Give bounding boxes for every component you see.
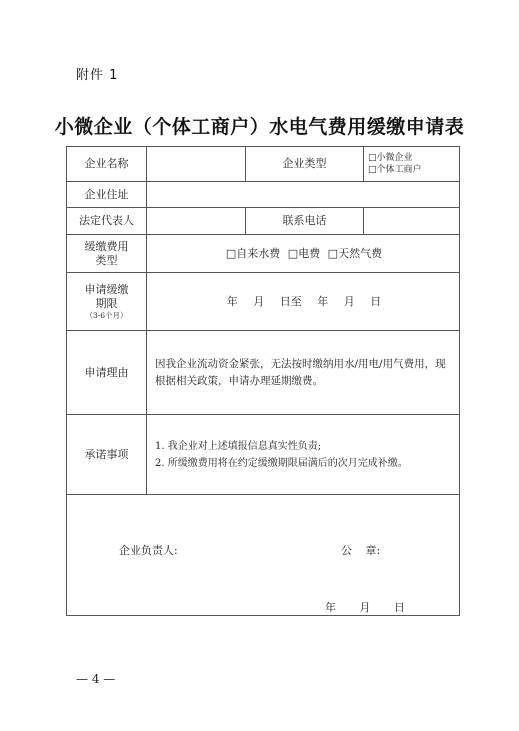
company-type-label: 企业类型 bbox=[245, 147, 363, 181]
row-commitment bbox=[67, 415, 459, 495]
commitment-item: 1. 我企业对上述填报信息真实性负责; bbox=[155, 440, 322, 452]
page-number: — 4 — bbox=[76, 672, 116, 686]
row-period bbox=[67, 273, 459, 331]
row-legal-rep bbox=[67, 208, 459, 235]
row-company-name bbox=[67, 147, 459, 182]
fee-type-label: 缓缴费用 类型 bbox=[84, 239, 129, 267]
row-address bbox=[67, 182, 459, 208]
period-note: （3-6个月） bbox=[85, 310, 128, 320]
application-form bbox=[66, 146, 460, 616]
seal-label: 公 章: bbox=[341, 544, 381, 557]
date-label: 年 月 日 bbox=[325, 601, 405, 614]
row-signature bbox=[67, 495, 459, 617]
company-name-label: 企业名称 bbox=[84, 157, 129, 170]
page-title: 小微企业（个体工商户）水电气费用缓缴申请表 bbox=[54, 116, 465, 138]
responsible-label: 企业负责人: bbox=[119, 544, 178, 557]
legal-rep-label: 法定代表人 bbox=[79, 214, 134, 227]
phone-label: 联系电话 bbox=[245, 208, 363, 234]
option-individual[interactable]: □个体工商户 bbox=[368, 165, 422, 175]
company-name-field[interactable] bbox=[146, 147, 245, 181]
period-label: 申请缓缴 期限 （3-6个月） bbox=[84, 282, 129, 320]
attachment-label: 附件 1 bbox=[76, 68, 119, 83]
commitment-label: 承诺事项 bbox=[84, 447, 129, 461]
fee-type-options[interactable]: □自来水费 □电费 □天然气费 bbox=[146, 235, 461, 272]
reason-text: 因我企业流动资金紧张，无法按时缴纳用水/用电/用气费用，现根据相关政策，申请办理延期缴费。 bbox=[146, 331, 461, 414]
company-type-options[interactable] bbox=[363, 147, 461, 181]
commitment-item: 2. 所缓缴费用将在约定缓缴期限届满后的次月完成补缴。 bbox=[155, 457, 408, 469]
phone-field[interactable] bbox=[363, 208, 461, 234]
period-field[interactable]: 年 月 日至 年 月 日 bbox=[146, 273, 461, 330]
address-label: 企业住址 bbox=[84, 187, 129, 201]
option-small-micro[interactable]: □小微企业 bbox=[368, 153, 413, 163]
commitment-list bbox=[146, 415, 461, 494]
address-field[interactable] bbox=[146, 182, 461, 207]
row-fee-type bbox=[67, 235, 459, 273]
row-reason bbox=[67, 331, 459, 415]
legal-rep-field[interactable] bbox=[146, 208, 245, 234]
reason-label: 申请理由 bbox=[84, 365, 129, 379]
